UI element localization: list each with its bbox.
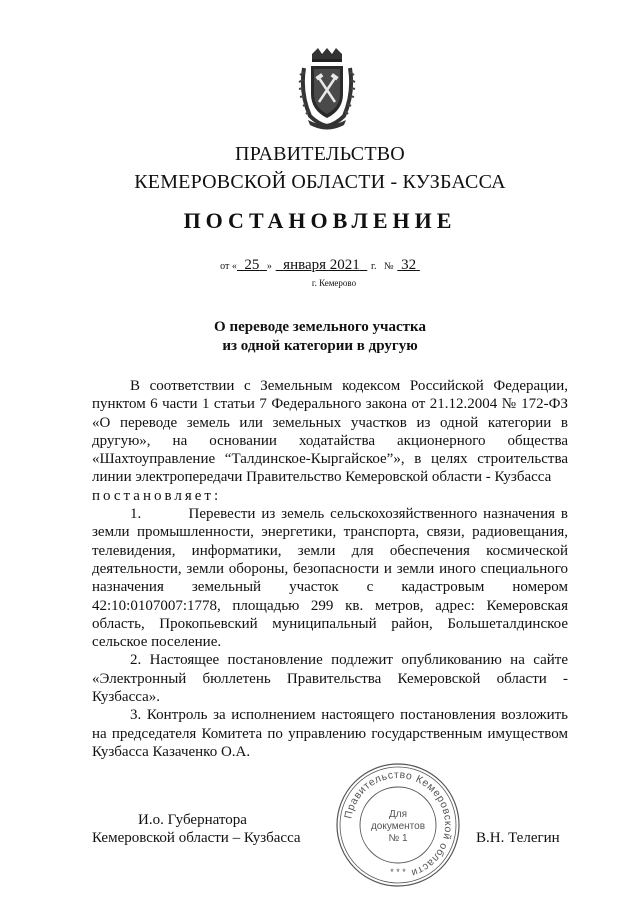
subject-line1: О переводе земельного участка: [214, 319, 426, 335]
document-type-title: ПОСТАНОВЛЕНИЕ: [183, 208, 457, 233]
date-close-quote: »: [266, 261, 272, 272]
item-2-paragraph: 2. Настоящее постановление подлежит опубликованию на сайте «Электронный бюллетень Правительства Кемеровской области - Кузбасса».: [92, 652, 568, 706]
government-name-line1: ПРАВИТЕЛЬСТВО: [235, 143, 405, 165]
subject-line2: из одной категории в другую: [222, 338, 418, 354]
year-suffix: г.: [371, 261, 377, 272]
date-from-label: от «: [220, 261, 237, 272]
number-sign: №: [384, 261, 394, 272]
item-1-paragraph: [92, 505, 568, 651]
seal-inner-line2: документов: [370, 821, 426, 832]
signatory-title-line2: Кемеровской области – Кузбасса: [92, 830, 301, 846]
official-seal-stamp: [335, 762, 461, 888]
signatory-title-line1: И.о. Губернатора: [138, 812, 247, 828]
seal-inner-line1: Для: [388, 809, 408, 820]
city-label: г. Кемерово: [311, 278, 357, 288]
coat-of-arms-emblem: [298, 48, 356, 130]
preamble-paragraph: В соответствии с Земельным кодексом Российской Федерации, пунктом 6 части 1 статьи 7 Федерального закона от 21.12.2004 № 172-ФЗ «О переводе земель или земельных участков из одной категории в другую», на основании ходатайства акционерного общества «Шахтоуправление “Талдинское-Кыргайское”», в целях строительства линии электропередачи Правительство Кемеровской области - Кузбасса: [92, 378, 568, 486]
seal-stars: * * *: [390, 867, 406, 877]
item-1-text: Перевести из земель сельскохозяйственного назначения в земли промышленности, энергетики, транспорта, связи, радиовещания, телевидения, информатики, земли для обеспечения космической деятельности, земли обороны, безопасности и земли иного специального назначения земельный участок с кадастровым номером 42:10:0107007:1778, площадью 299 кв. метров, адрес: Кемеровская область, Прокопьевский муниципальный район, Большеталдинское сельское поселение.: [92, 506, 568, 651]
item-3-paragraph: 3. Контроль за исполнением настоящего постановления возложить на председателя Комитета по управлению государственным имуществом Кузбасса Казаченко О.А.: [92, 707, 568, 760]
seal-ring-text: Правительство Кемеровской области: [342, 768, 455, 879]
document-subject: [0, 318, 640, 356]
document-number: 32: [401, 257, 417, 273]
document-body: [92, 377, 568, 761]
date-month-year: января 2021: [283, 257, 360, 273]
item-1-number: 1.: [130, 506, 142, 523]
decree-word: постановляет:: [92, 487, 222, 504]
date-day: 25: [244, 257, 260, 273]
date-number-line: [0, 257, 640, 274]
seal-inner-line3: № 1: [388, 833, 408, 844]
signatory-name: В.Н. Телегин: [476, 830, 560, 846]
government-name-line2: КЕМЕРОВСКОЙ ОБЛАСТИ - КУЗБАССА: [134, 171, 506, 193]
